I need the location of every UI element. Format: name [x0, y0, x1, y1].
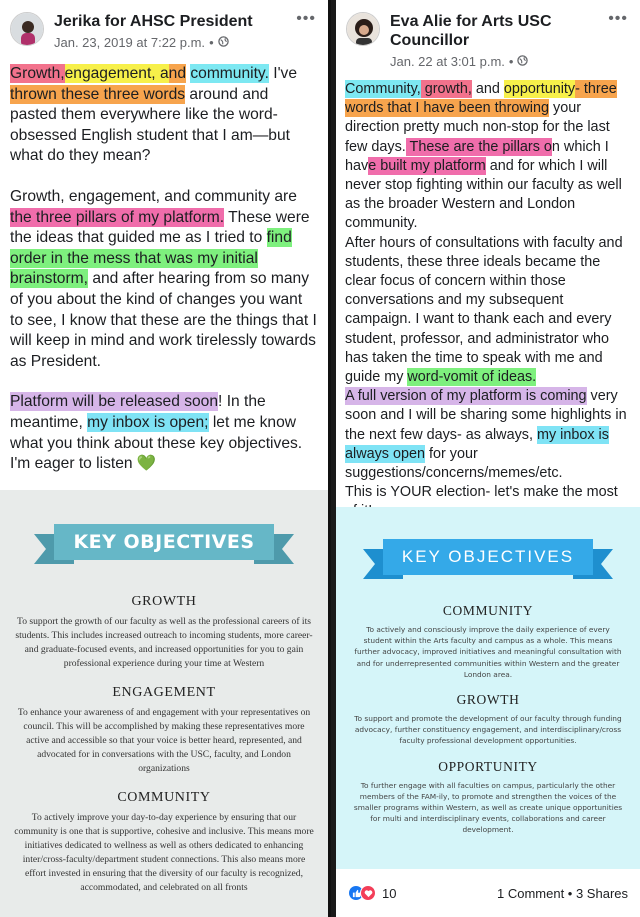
avatar[interactable]: [346, 12, 380, 46]
text: around and pasted them everywhere like the word-obsessed English student that I am—but what do they mean?: [10, 85, 290, 165]
text: After hours of consultations with faculty and students, these three ideals became the clear focus of concern within those conversations and my subsequent campaign. I want to thank each and every student, professor, and administrator who has taken the time to speak with me and guide my: [345, 234, 623, 386]
comments-shares-count[interactable]: 1 Comment • 3 Shares: [497, 885, 628, 901]
objective-text: To further engage with all faculties on campus, particularly the other members of the FAM-ily, to promote and strengthen the voices of the smaller programs within Western, as well as create unique opportunities for multi and interdisciplinary events, collaborations and career development.: [353, 780, 623, 835]
text: very soon and I will be sharing some highlights in the next few days- as always,: [345, 388, 627, 443]
objective-title: GROWTH: [456, 692, 520, 708]
highlight: community.: [190, 65, 269, 82]
post-text: [336, 80, 640, 522]
highlight: Community,: [345, 81, 421, 97]
post-header: Jerika for AHSC President Jan. 23, 2019 at 7:22 p.m. • •••: [0, 0, 328, 64]
text: I've: [268, 65, 298, 82]
avatar[interactable]: [10, 12, 44, 46]
author-name-line[interactable]: Eva Alie for Arts USC: [390, 13, 552, 30]
highlight: the three pillars of my platform.: [10, 208, 225, 226]
objective-title: OPPORTUNITY: [438, 758, 538, 774]
objective: [14, 790, 314, 895]
paragraph: [345, 234, 631, 388]
globe-icon: [218, 35, 229, 50]
highlight: nd: [168, 65, 186, 82]
right-post: [336, 0, 640, 917]
highlight: opportunity: [503, 81, 576, 97]
text: These were the ideas that guided me as I tried to: [10, 208, 310, 247]
highlight: Platform will be released soon: [10, 393, 219, 411]
objective: [353, 603, 623, 680]
highlight: These are the pillars o: [405, 138, 552, 155]
paragraph: [345, 80, 631, 234]
objective-title: COMMUNITY: [442, 603, 534, 618]
post-timestamp[interactable]: Jan. 23, 2019 at 7:22 p.m.: [54, 35, 206, 50]
graphic-heading: KEY OBJECTIVES: [54, 524, 274, 560]
text: Growth, engagement, and community are: [10, 187, 297, 205]
objective-text: To actively improve your day-to-day experience by ensuring that our community is one that is supportive, cohesive and inclusive. This means more initiatives dedicated to wellness as well as others dedicated to enhancing inter/cross-faculty/department student connections. This also means more effort invested in ensuring that the diversity of our faculty is recognized, accommodated, and celebrated on all fronts: [14, 812, 314, 893]
highlight: growth,: [420, 81, 472, 97]
post-header: Eva Alie for Arts USC Councillor Jan. 22 at 3:01 p.m. • •••: [336, 0, 640, 70]
text: and for which I will never stop fighting within our faculty as well as the broader Western and London community.: [345, 157, 622, 232]
objective-title: GROWTH: [131, 594, 197, 609]
highlight: e built my platform: [368, 157, 486, 174]
ribbon-banner: [363, 535, 613, 591]
objective-text: To enhance your awareness of and engagement with your representatives on council. This will be accomplished by making these representatives more active and accessible so that your voice is better heard, represented, and advocated for in conversations with the USC, faculty, and London organizations: [17, 707, 311, 774]
key-objectives-graphic[interactable]: [0, 490, 328, 917]
objective: [353, 759, 623, 836]
ribbon-banner: [34, 520, 294, 580]
highlight: thrown these three words: [10, 85, 186, 103]
text: n which I hav: [345, 138, 609, 174]
text: This is YOUR election- let's make the most: [345, 484, 618, 501]
text: your direction pretty much non-stop for the last few days.: [345, 100, 610, 155]
objective: [353, 692, 623, 747]
objective-title: ENGAGEMENT: [112, 685, 216, 700]
highlight: my inbox is open;: [87, 413, 209, 431]
text: and after hearing from so many of you about the kind of changes you want to see, I know that these are the things that I will keep in mind and work tirelessly towards as President.: [10, 270, 317, 370]
author-name-line[interactable]: Councillor: [390, 32, 470, 49]
post-timestamp[interactable]: Jan. 22 at 3:01 p.m.: [390, 54, 505, 69]
objective-text: To actively and consciously improve the daily experience of every student within the Arts faculty and campus as a whole. This means further advocacy, improved initiatives and meaningful consultation with and for underrepresented communities within Western and the greater London area.: [354, 625, 622, 679]
author-name[interactable]: Jerika for AHSC President: [54, 13, 253, 30]
author-name[interactable]: [390, 12, 630, 50]
graphic-heading: KEY OBJECTIVES: [383, 539, 593, 575]
text: for your suggestions/concerns/memes/etc.: [345, 445, 563, 482]
reactions[interactable]: [348, 885, 396, 901]
objective: [14, 685, 314, 776]
globe-icon: [517, 54, 528, 69]
text: and: [471, 81, 504, 97]
reaction-count[interactable]: 10: [382, 885, 397, 901]
post-footer: [336, 869, 640, 917]
paragraph: [10, 187, 318, 372]
objective: [14, 594, 314, 671]
objective-title: COMMUNITY: [117, 790, 211, 805]
text: ! In the meantime,: [10, 393, 266, 431]
highlight: A full version of my platform is coming: [345, 388, 587, 405]
highlight: find order in the mess that was my initial brainstorm,: [10, 229, 292, 288]
text: let me know what you think about these key objectives. I'm eager to listen: [10, 413, 303, 473]
highlight: Growth,: [10, 65, 65, 82]
highlight: engagement, a: [64, 65, 169, 82]
paragraph: [10, 64, 318, 167]
paragraph: [345, 387, 631, 483]
key-objectives-graphic[interactable]: [336, 507, 640, 869]
paragraph: [10, 392, 318, 474]
objective-text: To support and promote the development of our faculty through funding advocacy, further constituency engagement, and interdisciplinary/cross faculty professional development opportunities.: [354, 714, 622, 746]
more-options-icon[interactable]: •••: [608, 10, 628, 27]
highlight: - three words that I have been throwing: [345, 81, 617, 117]
post-text: [0, 64, 328, 475]
green-heart-emoji: 💚: [136, 455, 157, 473]
highlight: word-vomit of ideas.: [407, 369, 537, 386]
highlight: my inbox is always open: [345, 426, 609, 462]
love-reaction-icon: [360, 885, 376, 901]
more-options-icon[interactable]: •••: [296, 10, 316, 27]
objective-text: To support the growth of our faculty as well as the professional careers of its students. This includes increased outreach to incoming students, more career- and graduate-focused events, and increased opportunities for you to gain professional experience during your time at Western: [15, 616, 313, 669]
